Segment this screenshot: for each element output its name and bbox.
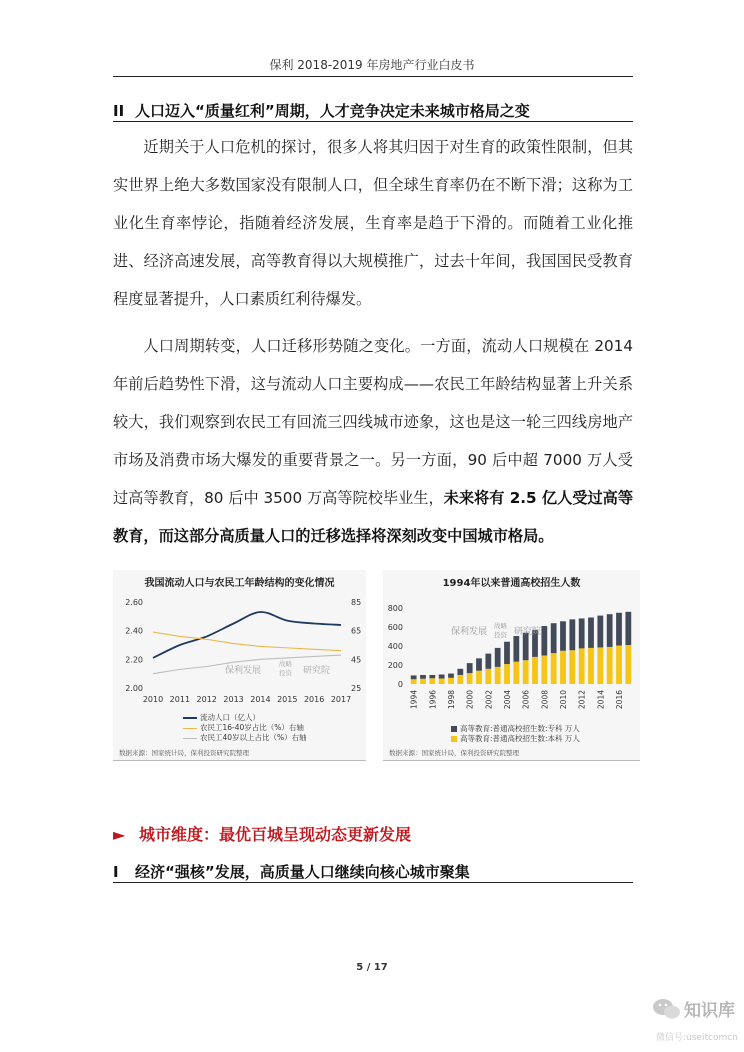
x-tick-label: 1996 [428,690,438,710]
bar-segment [439,675,445,679]
x-tick-label: 1998 [447,690,456,710]
watermark-text: 保利发展 [225,666,262,676]
triangle-marker-icon: ► [113,825,126,844]
city-dimension-title: 城市维度：最优百城呈现动态更新发展 [139,825,412,844]
bar-segment [532,657,538,684]
legend-swatch [451,736,457,742]
paragraph-2-text: 人口周期转变，人口迁移形势随之变化。一方面，流动人口规模在 2014 年前后趋势性下滑，这与流动人口主要构成——农民工年龄结构显著上升关系较大，我们观察到农民工有回流三四线城市迹象，这也是这一轮三四线房地产市场及消费市场大爆发的重要背景之一。另一方面，90 后中超 7000 万人受过高等教育，80 后中 3500 万高等院校毕业生， [113,337,633,507]
bar-segment [467,663,473,673]
section-number: II [113,102,125,120]
bar-segment [560,651,566,684]
legend-swatch [183,717,197,719]
y-left-tick-label: 2.40 [125,626,143,636]
bar-segment [476,658,482,670]
watermark-text: 投资 [494,631,507,639]
bar-segment [448,678,454,684]
legend-label: 高等教育:普通高校招生数:专科 万人 [460,724,580,733]
bar-segment [597,647,603,684]
bar-segment [495,648,501,667]
legend-swatch [183,738,197,739]
bar-segment [625,645,631,684]
bar-segment [541,656,547,685]
wechat-icon [652,996,682,1022]
legend-item [183,723,307,733]
x-tick-label: 2017 [330,695,352,704]
y-tick-label: 0 [397,680,403,689]
watermark-subtitle: 微信号:useitcomcn [656,1033,738,1043]
bar-segment [439,678,445,684]
x-tick-label: 2004 [503,690,512,710]
chart-source: 数据来源：国家统计局，保利投资研究院整理 [119,749,249,757]
bar-segment [420,679,426,684]
legend-label: 高等教育:普通高校招生数:本科 万人 [460,734,580,743]
bar-segment [457,669,463,675]
watermark-text: 保利发展 [451,627,488,637]
x-tick-label: 2015 [277,695,298,704]
series-line [153,632,341,651]
legend-label: 流动人口（亿人） [200,713,260,722]
running-header: 保利 2018-2019 年房地产行业白皮书 [269,58,475,72]
watermark-brand: 知识库 [684,1001,735,1021]
x-tick-label: 2013 [223,695,244,704]
section-heading-underline [113,121,633,122]
series-line [153,612,341,658]
bar-segment [541,626,547,655]
bar-segment [513,662,519,684]
corner-watermark [650,996,742,1052]
legend-item [451,724,580,734]
y-left-tick-label: 2.60 [125,598,143,607]
bar-segment [476,671,482,684]
chart-legend [451,724,580,744]
bar-segment [504,642,510,664]
y-left-tick-label: 2.20 [125,655,143,665]
y-right-tick-label: 45 [351,655,362,665]
bar-segment [467,673,473,684]
legend-item [451,734,580,744]
legend-item [183,713,307,723]
x-tick-label: 2011 [169,695,191,704]
chart-migrant-population [113,570,366,761]
y-tick-label: 200 [387,661,403,670]
bar-segment [551,653,557,684]
chart-title: 1994年以来普通高校招生人数 [442,578,581,589]
bar-segment [569,619,575,650]
x-tick-label: 2012 [577,690,587,710]
y-right-tick-label: 25 [351,684,362,693]
y-tick-label: 400 [387,642,403,651]
watermark-text: 战略 [279,660,292,668]
bar-segment [504,664,510,684]
bar-segment [625,612,631,645]
section-heading-underline [113,882,633,883]
y-tick-label: 800 [387,604,403,613]
watermark-text: 战略 [494,622,507,630]
x-tick-label: 2014 [250,695,271,704]
x-tick-label: 2002 [484,690,494,710]
y-right-tick-label: 85 [351,598,362,607]
x-tick-label: 2012 [196,695,217,704]
bar-segment [448,674,454,678]
bar-segment [457,675,463,684]
section-number: I [113,863,119,881]
legend-label: 农民工40岁以上占比（%）右轴 [200,733,307,742]
x-tick-label: 2006 [521,690,531,710]
bar-segment [597,616,603,648]
bar-segment [616,613,622,646]
bar-segment [513,636,519,662]
bar-segment [495,667,501,684]
watermark-text: 投资 [279,669,292,677]
x-tick-label: 2016 [303,695,325,704]
bar-segment [588,648,594,684]
bar-segment [411,679,417,684]
bar-segment [485,669,491,684]
bar-segment [429,675,435,678]
paragraph-2-emphasis: 未来将有 2.5 亿人受过高等教育，而这部分高质量人口的迁移选择将深刻改变中国城市格局。 [113,489,634,545]
page-number: 5 / 17 [356,962,388,973]
bar-segment [588,618,594,648]
paragraph-1: 近期关于人口危机的探讨，很多人将其归因于对生育的政策性限制，但其实世界上绝大多数国家没有限制人口，但全球生育率仍在不断下滑；这称为工业化生育率悖论，指随着经济发展，生育率是趋于下滑的。而随着工业化推进、经济高速发展，高等教育得以大规模推广，过去十年间，我国国民受教育程度显著提升，人口素质红利待爆发。 [113,138,633,308]
x-tick-label: 2008 [540,690,550,710]
legend-item [183,733,307,743]
section-heading-i [113,861,633,882]
bar-segment [485,654,491,669]
bar-segment [420,675,426,679]
bar-segment [607,614,613,647]
header-divider [113,76,633,77]
x-tick-label: 2010 [142,695,164,704]
legend-swatch [451,726,457,732]
paragraph-2 [113,327,633,555]
section-title: 人口迈入“质量红利”周期，人才竞争决定未来城市格局之变 [135,102,530,120]
city-dimension-heading [113,822,411,845]
x-tick-label: 2016 [615,690,624,710]
x-tick-label: 2014 [596,690,606,710]
bar-segment [560,621,566,650]
x-tick-label: 2000 [465,690,475,710]
chart-university-enrollment [383,570,640,761]
bar-segment [569,650,575,684]
chart-legend [183,713,307,743]
bar-segment [616,646,622,684]
legend-swatch [183,728,197,729]
watermark-text: 研究院 [303,666,331,676]
y-left-tick-label: 2.00 [125,684,143,693]
legend-label: 农民工16-40岁占比（%）右轴 [200,723,304,732]
bar-segment [551,623,557,653]
bar-segment [429,678,435,684]
x-tick-label: 2010 [559,690,568,710]
bar-segment [579,618,585,648]
section-title: 经济“强核”发展，高质量人口继续向核心城市聚集 [135,863,470,881]
chart-source: 数据来源：国家统计局，保利投资研究院整理 [389,749,519,757]
bar-segment [607,647,613,684]
section-heading-ii [113,100,633,121]
bar-segment [411,675,417,679]
bar-segment [523,660,529,684]
x-tick-label: 1994 [409,690,419,710]
chart-title: 我国流动人口与农民工年龄结构的变化情况 [144,578,335,589]
y-tick-label: 600 [387,623,403,632]
y-right-tick-label: 65 [351,626,362,636]
bar-segment [579,648,585,684]
watermark-text: 研究院 [514,627,542,637]
